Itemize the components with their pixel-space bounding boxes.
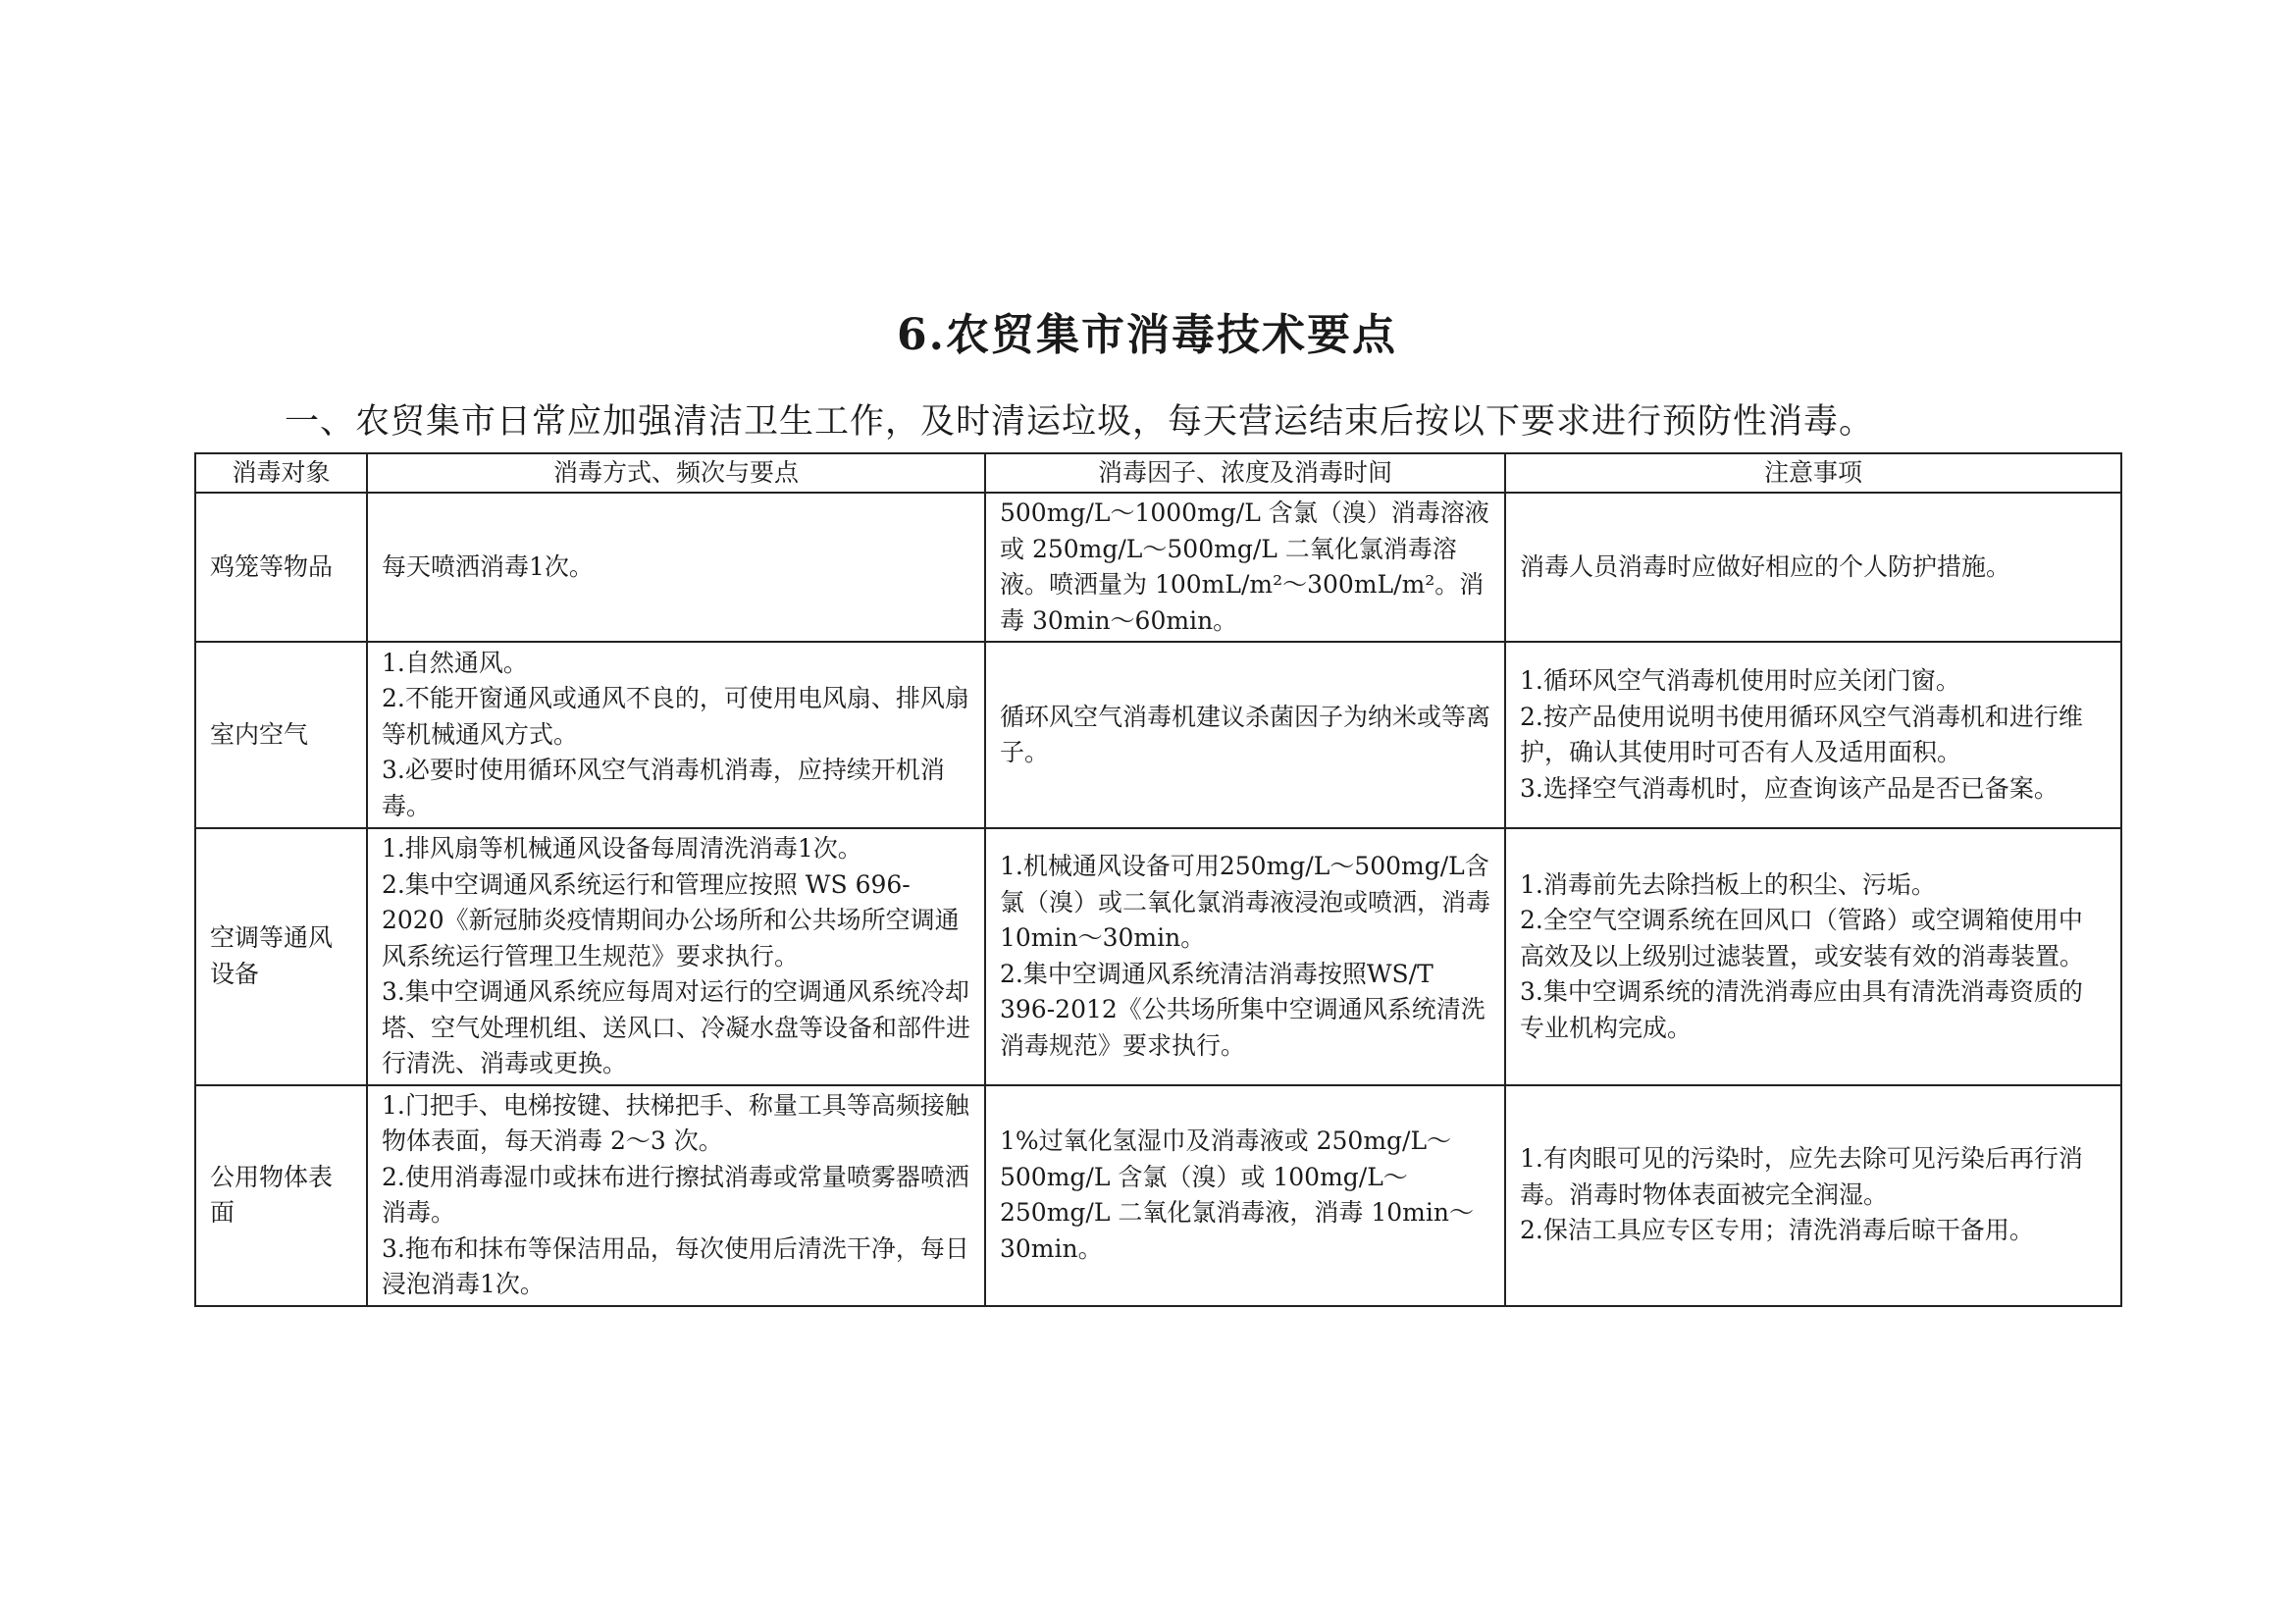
method-line: 2.不能开窗通风或通风不良的，可使用电风扇、排风扇等机械通风方式。: [382, 684, 969, 749]
page-title: 6.农贸集市消毒技术要点: [897, 310, 1397, 360]
row-method: [367, 642, 985, 828]
method-line: 2.使用消毒湿巾或抹布进行擦拭消毒或常量喷雾器喷洒消毒。: [382, 1162, 969, 1227]
row-method: [367, 1085, 985, 1306]
method-line: 1.自然通风。: [382, 648, 528, 677]
note-line: 2.保洁工具应专区专用；清洗消毒后晾干备用。: [1520, 1216, 2034, 1245]
method-line: 1.门把手、电梯按键、扶梯把手、称量工具等高频接触物体表面，每天消毒 2～3 次。: [382, 1090, 969, 1155]
row-notes: [1505, 1085, 2121, 1306]
row-factor: [985, 642, 1505, 828]
row-notes: [1505, 642, 2121, 828]
header-method: 消毒方式、频次与要点: [367, 453, 985, 493]
intro-paragraph: 一、农贸集市日常应加强清洁卫生工作，及时清运垃圾，每天营运结束后按以下要求进行预防性消毒。: [285, 402, 1875, 442]
note-line: 1.有肉眼可见的污染时，应先去除可见污染后再行消毒。消毒时物体表面被完全润湿。: [1520, 1144, 2083, 1209]
row-object: 室内空气: [195, 642, 367, 828]
factor-line: 500mg/L～1000mg/L 含氯（溴）消毒溶液或 250mg/L～500mg/L 二氧化氯消毒溶液。喷洒量为 100mL/m²～300mL/m²。消毒 30min～60min。: [1000, 498, 1489, 635]
note-line: 1.循环风空气消毒机使用时应关闭门窗。: [1520, 666, 1960, 695]
note-line: 消毒人员消毒时应做好相应的个人防护措施。: [1520, 551, 2011, 581]
method-line: 每天喷洒消毒1次。: [382, 551, 594, 581]
table-header-row: [195, 453, 2121, 493]
disinfection-table: [194, 452, 2122, 1307]
factor-line: 1%过氧化氢湿巾及消毒液或 250mg/L～500mg/L 含氯（溴）或 100mg/L～250mg/L 二氧化氯消毒液，消毒 10min～30min。: [1000, 1126, 1474, 1263]
table-row: [195, 828, 2121, 1085]
table-row: [195, 493, 2121, 642]
table-row: [195, 642, 2121, 828]
method-line: 3.必要时使用循环风空气消毒机消毒，应持续开机消毒。: [382, 756, 945, 820]
factor-line: 循环风空气消毒机建议杀菌因子为纳米或等离子。: [1000, 702, 1491, 766]
note-line: 2.按产品使用说明书使用循环风空气消毒机和进行维护，确认其使用时可否有人及适用面积。: [1520, 702, 2083, 766]
row-notes: [1505, 828, 2121, 1085]
row-method: [367, 828, 985, 1085]
note-line: 3.集中空调系统的清洗消毒应由具有清洗消毒资质的专业机构完成。: [1520, 977, 2083, 1042]
header-factor: 消毒因子、浓度及消毒时间: [985, 453, 1505, 493]
header-object: 消毒对象: [195, 453, 367, 493]
note-line: 1.消毒前先去除挡板上的积尘、污垢。: [1520, 869, 1936, 899]
method-line: 2.集中空调通风系统运行和管理应按照 WS 696-2020《新冠肺炎疫情期间办公场所和公共场所空调通风系统运行管理卫生规范》要求执行。: [382, 869, 960, 970]
note-line: 2.全空气空调系统在回风口（管路）或空调箱使用中高效及以上级别过滤装置，或安装有效的消毒装置。: [1520, 906, 2085, 970]
table-row: [195, 1085, 2121, 1306]
factor-line: 2.集中空调通风系统清洁消毒按照WS/T 396-2012《公共场所集中空调通风系统清洗消毒规范》要求执行。: [1000, 959, 1486, 1060]
method-line: 1.排风扇等机械通风设备每周清洗消毒1次。: [382, 834, 862, 863]
row-notes: [1505, 493, 2121, 642]
row-factor: [985, 828, 1505, 1085]
method-line: 3.集中空调通风系统应每周对运行的空调通风系统冷却塔、空气处理机组、送风口、冷凝水盘等设备和部件进行清洗、消毒或更换。: [382, 977, 971, 1077]
row-factor: [985, 1085, 1505, 1306]
header-notes: 注意事项: [1505, 453, 2121, 493]
note-line: 3.选择空气消毒机时，应查询该产品是否已备案。: [1520, 773, 2059, 803]
row-object: 公用物体表面: [195, 1085, 367, 1306]
row-factor: [985, 493, 1505, 642]
row-method: [367, 493, 985, 642]
factor-line: 1.机械通风设备可用250mg/L～500mg/L含氯（溴）或二氧化氯消毒液浸泡或喷洒，消毒 10min～30min。: [1000, 852, 1491, 953]
row-object: 空调等通风设备: [195, 828, 367, 1085]
row-object: 鸡笼等物品: [195, 493, 367, 642]
method-line: 3.拖布和抹布等保洁用品，每次使用后清洗干净，每日浸泡消毒1次。: [382, 1233, 969, 1298]
